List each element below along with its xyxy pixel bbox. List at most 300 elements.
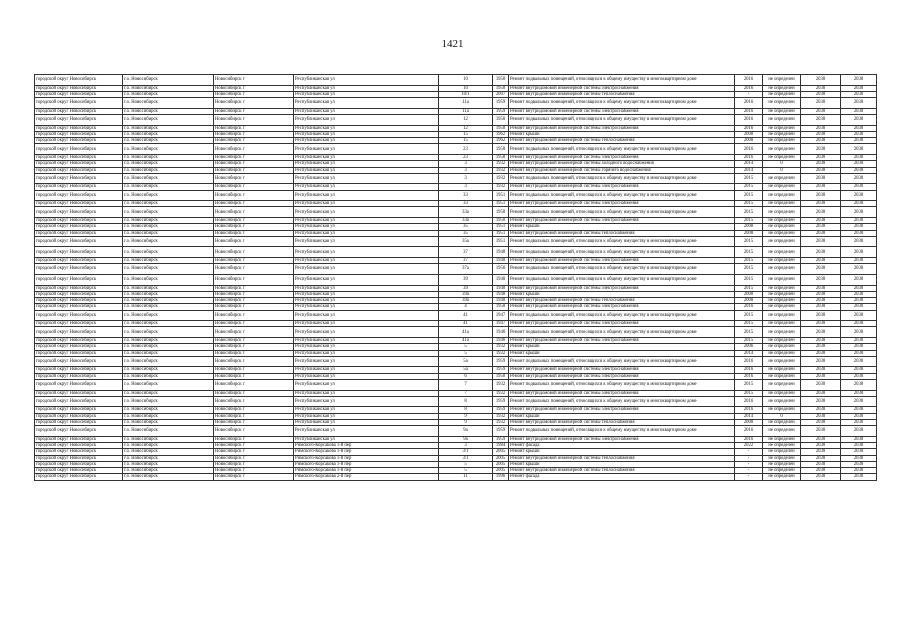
street-cell: Римского-Корсакова 1-й пер: [294, 468, 439, 474]
locality-cell: Новосибирск г: [214, 91, 294, 97]
street-cell: Республиканская ул: [294, 344, 439, 350]
settlement-cell: г.о. Новосибирск: [123, 338, 214, 344]
locality-cell: Новосибирск г: [214, 344, 294, 350]
planned-year-cell: -: [735, 91, 763, 97]
period-end-cell: 2038: [841, 173, 877, 184]
house-number-cell: 5а: [439, 367, 493, 373]
planned-year-cell: 2014: [735, 350, 763, 356]
locality-cell: Новосибирск г: [214, 258, 294, 264]
cost-cell: не определен: [763, 114, 801, 125]
capital-repair-register-table: [34, 74, 877, 481]
period-end-cell: 2038: [841, 419, 877, 425]
locality-cell: Новосибирск г: [214, 85, 294, 91]
locality-cell: Новосибирск г: [214, 264, 294, 275]
period-start-cell: 2038: [801, 379, 841, 390]
period-end-cell: 2038: [841, 201, 877, 207]
work-type-cell: Ремонт подвальных помещений, относящихся к общему имуществу в многоквартирном доме: [509, 396, 735, 407]
street-cell: Республиканская ул: [294, 138, 439, 144]
settlement-cell: г.о. Новосибирск: [123, 190, 214, 201]
planned-year-cell: 2015: [735, 258, 763, 264]
period-end-cell: 2038: [841, 298, 877, 304]
build-year-cell: 1958: [493, 373, 509, 379]
table-row: [35, 274, 877, 285]
cost-cell: не определен: [763, 338, 801, 344]
locality-cell: Новосибирск г: [214, 396, 294, 407]
planned-year-cell: 2015: [735, 274, 763, 285]
municipal-district-cell: городской округ Новосибирск: [35, 373, 123, 379]
locality-cell: Новосибирск г: [214, 474, 294, 480]
table-row: [35, 310, 877, 321]
cost-cell: не определен: [763, 356, 801, 367]
house-number-cell: 15: [439, 138, 493, 144]
period-start-cell: 2038: [801, 173, 841, 184]
settlement-cell: г.о. Новосибирск: [123, 218, 214, 224]
period-start-cell: 2038: [801, 338, 841, 344]
street-cell: Республиканская ул: [294, 356, 439, 367]
street-cell: Республиканская ул: [294, 390, 439, 396]
house-number-cell: 33: [439, 201, 493, 207]
planned-year-cell: 2015: [735, 321, 763, 327]
planned-year-cell: 2016: [735, 114, 763, 125]
municipal-district-cell: городской округ Новосибирск: [35, 207, 123, 218]
work-type-cell: Ремонт внутридомовой инженерной системы электроснабжения: [509, 218, 735, 224]
work-type-cell: Ремонт внутридомовой инженерной системы холодного водоснабжения: [509, 161, 735, 167]
locality-cell: Новосибирск г: [214, 184, 294, 190]
period-end-cell: 2038: [841, 367, 877, 373]
work-type-cell: Ремонт внутридомовой инженерной системы электроснабжения: [509, 407, 735, 413]
house-number-cell: 3: [439, 184, 493, 190]
cost-cell: не определен: [763, 379, 801, 390]
municipal-district-cell: городской округ Новосибирск: [35, 419, 123, 425]
period-end-cell: 2038: [841, 396, 877, 407]
period-start-cell: 2038: [801, 474, 841, 480]
settlement-cell: г.о. Новосибирск: [123, 224, 214, 230]
work-type-cell: Ремонт подвальных помещений, относящихся к общему имуществу в многоквартирном доме: [509, 327, 735, 338]
street-cell: Республиканская ул: [294, 75, 439, 86]
build-year-cell: 1948: [493, 291, 509, 297]
work-type-cell: Ремонт подвальных помещений, относящихся к общему имуществу в многоквартирном доме: [509, 190, 735, 201]
settlement-cell: г.о. Новосибирск: [123, 390, 214, 396]
settlement-cell: г.о. Новосибирск: [123, 443, 214, 449]
work-type-cell: Ремонт внутридомовой инженерной системы электроснабжения: [509, 367, 735, 373]
planned-year-cell: 2008: [735, 138, 763, 144]
locality-cell: Новосибирск г: [214, 274, 294, 285]
planned-year-cell: 2016: [735, 407, 763, 413]
house-number-cell: 37: [439, 247, 493, 258]
house-number-cell: 35а: [439, 236, 493, 247]
period-start-cell: 2038: [801, 304, 841, 310]
locality-cell: Новосибирск г: [214, 247, 294, 258]
table-row: [35, 396, 877, 407]
house-number-cell: 5: [439, 461, 493, 467]
build-year-cell: 1932: [493, 419, 509, 425]
municipal-district-cell: городской округ Новосибирск: [35, 236, 123, 247]
cost-cell: не определен: [763, 274, 801, 285]
period-start-cell: 2038: [801, 114, 841, 125]
build-year-cell: 1946: [493, 338, 509, 344]
period-end-cell: 2038: [841, 131, 877, 137]
municipal-district-cell: городской округ Новосибирск: [35, 154, 123, 160]
house-number-cell: 11а: [439, 108, 493, 114]
house-number-cell: 39а: [439, 291, 493, 297]
period-end-cell: 2038: [841, 184, 877, 190]
locality-cell: Новосибирск г: [214, 167, 294, 173]
settlement-cell: г.о. Новосибирск: [123, 474, 214, 480]
planned-year-cell: 2015: [735, 190, 763, 201]
table-row: [35, 190, 877, 201]
cost-cell: не определен: [763, 85, 801, 91]
street-cell: Республиканская ул: [294, 173, 439, 184]
house-number-cell: 3/1: [439, 455, 493, 461]
period-end-cell: 2038: [841, 247, 877, 258]
municipal-district-cell: городской округ Новосибирск: [35, 184, 123, 190]
settlement-cell: г.о. Новосибирск: [123, 436, 214, 442]
cost-cell: не определен: [763, 426, 801, 437]
work-type-cell: Ремонт внутридомовой инженерной системы электроснабжения: [509, 258, 735, 264]
work-type-cell: Ремонт внутридомовой инженерной системы теплоснабжения: [509, 230, 735, 236]
period-start-cell: 2038: [801, 327, 841, 338]
period-start-cell: 2038: [801, 85, 841, 91]
cost-cell: не определен: [763, 474, 801, 480]
street-cell: Республиканская ул: [294, 207, 439, 218]
cost-cell: не определен: [763, 443, 801, 449]
settlement-cell: г.о. Новосибирск: [123, 114, 214, 125]
settlement-cell: г.о. Новосибирск: [123, 285, 214, 291]
period-start-cell: 2038: [801, 373, 841, 379]
build-year-cell: 1932: [493, 184, 509, 190]
planned-year-cell: 2015: [735, 173, 763, 184]
street-cell: Римского-Корсакова 1-й пер: [294, 455, 439, 461]
period-end-cell: 2038: [841, 461, 877, 467]
work-type-cell: Ремонт подвальных помещений, относящихся к общему имуществу в многоквартирном доме: [509, 379, 735, 390]
build-year-cell: 1958: [493, 85, 509, 91]
cost-cell: не определен: [763, 131, 801, 137]
work-type-cell: Ремонт внутридомовой инженерной системы теплоснабжения: [509, 91, 735, 97]
build-year-cell: 1948: [493, 274, 509, 285]
build-year-cell: 1956: [493, 264, 509, 275]
build-year-cell: 1958: [493, 144, 509, 155]
planned-year-cell: 2015: [735, 379, 763, 390]
cost-cell: не определен: [763, 125, 801, 131]
cost-cell: не определен: [763, 108, 801, 114]
work-type-cell: Ремонт крыши: [509, 350, 735, 356]
house-number-cell: 12: [439, 125, 493, 131]
cost-cell: не определен: [763, 321, 801, 327]
street-cell: Римского-Корсакова 1-й пер: [294, 461, 439, 467]
cost-cell: не определен: [763, 436, 801, 442]
settlement-cell: г.о. Новосибирск: [123, 291, 214, 297]
street-cell: Республиканская ул: [294, 230, 439, 236]
municipal-district-cell: городской округ Новосибирск: [35, 201, 123, 207]
settlement-cell: г.о. Новосибирск: [123, 184, 214, 190]
house-number-cell: 3: [439, 443, 493, 449]
planned-year-cell: 2015: [735, 201, 763, 207]
period-start-cell: 2038: [801, 285, 841, 291]
cost-cell: не определен: [763, 310, 801, 321]
period-start-cell: 2038: [801, 449, 841, 455]
settlement-cell: г.о. Новосибирск: [123, 373, 214, 379]
municipal-district-cell: городской округ Новосибирск: [35, 247, 123, 258]
cost-cell: не определен: [763, 407, 801, 413]
locality-cell: Новосибирск г: [214, 98, 294, 109]
street-cell: Римского-Корсакова 2-й пер: [294, 474, 439, 480]
planned-year-cell: 2015: [735, 218, 763, 224]
work-type-cell: Ремонт подвальных помещений, относящихся к общему имуществу в многоквартирном доме: [509, 98, 735, 109]
planned-year-cell: 2015: [735, 207, 763, 218]
locality-cell: Новосибирск г: [214, 236, 294, 247]
period-start-cell: 2038: [801, 356, 841, 367]
cost-cell: не определен: [763, 461, 801, 467]
settlement-cell: г.о. Новосибирск: [123, 304, 214, 310]
build-year-cell: 1951: [493, 230, 509, 236]
period-start-cell: 2038: [801, 258, 841, 264]
period-end-cell: 2038: [841, 304, 877, 310]
build-year-cell: 1959: [493, 108, 509, 114]
cost-cell: не определен: [763, 138, 801, 144]
register-body: [35, 75, 877, 481]
settlement-cell: г.о. Новосибирск: [123, 125, 214, 131]
period-end-cell: 2038: [841, 436, 877, 442]
planned-year-cell: 2016: [735, 75, 763, 86]
municipal-district-cell: городской округ Новосибирск: [35, 190, 123, 201]
settlement-cell: г.о. Новосибирск: [123, 173, 214, 184]
cost-cell: не определен: [763, 236, 801, 247]
work-type-cell: Ремонт подвальных помещений, относящихся к общему имуществу в многоквартирном доме: [509, 356, 735, 367]
work-type-cell: Ремонт крыши: [509, 413, 735, 419]
work-type-cell: Ремонт подвальных помещений, относящихся к общему имуществу в многоквартирном доме: [509, 236, 735, 247]
build-year-cell: 1958: [493, 304, 509, 310]
build-year-cell: 1947: [493, 310, 509, 321]
locality-cell: Новосибирск г: [214, 224, 294, 230]
work-type-cell: Ремонт внутридомовой инженерной системы электроснабжения: [509, 285, 735, 291]
work-type-cell: Ремонт подвальных помещений, относящихся к общему имуществу в многоквартирном доме: [509, 310, 735, 321]
build-year-cell: 1959: [493, 98, 509, 109]
street-cell: Республиканская ул: [294, 350, 439, 356]
work-type-cell: Ремонт крыши: [509, 344, 735, 350]
period-end-cell: 2038: [841, 426, 877, 437]
table-row: [35, 144, 877, 155]
period-end-cell: 2038: [841, 154, 877, 160]
street-cell: Республиканская ул: [294, 131, 439, 137]
period-start-cell: 2038: [801, 236, 841, 247]
municipal-district-cell: городской округ Новосибирск: [35, 138, 123, 144]
planned-year-cell: -: [735, 461, 763, 467]
locality-cell: Новосибирск г: [214, 125, 294, 131]
table-row: [35, 114, 877, 125]
house-number-cell: 8: [439, 407, 493, 413]
municipal-district-cell: городской округ Новосибирск: [35, 75, 123, 86]
house-number-cell: 9а: [439, 436, 493, 442]
house-number-cell: 35: [439, 230, 493, 236]
work-type-cell: Ремонт внутридомовой инженерной системы горячего водоснабжения: [509, 167, 735, 173]
municipal-district-cell: городской округ Новосибирск: [35, 367, 123, 373]
build-year-cell: 1959: [493, 396, 509, 407]
build-year-cell: 2005: [493, 455, 509, 461]
municipal-district-cell: городской округ Новосибирск: [35, 338, 123, 344]
municipal-district-cell: городской округ Новосибирск: [35, 455, 123, 461]
street-cell: Республиканская ул: [294, 396, 439, 407]
build-year-cell: 1951: [493, 201, 509, 207]
period-end-cell: 2038: [841, 274, 877, 285]
period-end-cell: 2038: [841, 407, 877, 413]
cost-cell: не определен: [763, 390, 801, 396]
planned-year-cell: 2015: [735, 184, 763, 190]
municipal-district-cell: городской округ Новосибирск: [35, 161, 123, 167]
locality-cell: Новосибирск г: [214, 390, 294, 396]
period-end-cell: 2038: [841, 285, 877, 291]
build-year-cell: 1948: [493, 258, 509, 264]
period-start-cell: 2038: [801, 98, 841, 109]
cost-cell: не определен: [763, 201, 801, 207]
period-start-cell: 2038: [801, 390, 841, 396]
period-start-cell: 2038: [801, 298, 841, 304]
period-start-cell: 2038: [801, 108, 841, 114]
street-cell: Республиканская ул: [294, 264, 439, 275]
period-start-cell: 2038: [801, 443, 841, 449]
period-end-cell: 2038: [841, 350, 877, 356]
period-start-cell: 2038: [801, 367, 841, 373]
settlement-cell: г.о. Новосибирск: [123, 98, 214, 109]
municipal-district-cell: городской округ Новосибирск: [35, 167, 123, 173]
build-year-cell: 1948: [493, 285, 509, 291]
table-row: [35, 426, 877, 437]
work-type-cell: Ремонт внутридомовой инженерной системы электроснабжения: [509, 390, 735, 396]
locality-cell: Новосибирск г: [214, 373, 294, 379]
build-year-cell: 1932: [493, 390, 509, 396]
planned-year-cell: -: [735, 449, 763, 455]
municipal-district-cell: городской округ Новосибирск: [35, 144, 123, 155]
build-year-cell: 1932: [493, 161, 509, 167]
planned-year-cell: 2016: [735, 98, 763, 109]
build-year-cell: 1958: [493, 75, 509, 86]
period-end-cell: 2038: [841, 258, 877, 264]
table-row: [35, 75, 877, 86]
locality-cell: Новосибирск г: [214, 285, 294, 291]
locality-cell: Новосибирск г: [214, 321, 294, 327]
street-cell: Республиканская ул: [294, 218, 439, 224]
municipal-district-cell: городской округ Новосибирск: [35, 396, 123, 407]
planned-year-cell: 2022: [735, 443, 763, 449]
period-start-cell: 2038: [801, 247, 841, 258]
house-number-cell: 41а: [439, 327, 493, 338]
municipal-district-cell: городской округ Новосибирск: [35, 291, 123, 297]
period-end-cell: 2038: [841, 455, 877, 461]
municipal-district-cell: городской округ Новосибирск: [35, 461, 123, 467]
house-number-cell: 39а: [439, 298, 493, 304]
period-start-cell: 2038: [801, 455, 841, 461]
work-type-cell: Ремонт подвальных помещений, относящихся к общему имуществу в многоквартирном доме: [509, 264, 735, 275]
work-type-cell: Ремонт внутридомовой инженерной системы электроснабжения: [509, 154, 735, 160]
period-end-cell: 2038: [841, 443, 877, 449]
cost-cell: не определен: [763, 218, 801, 224]
cost-cell: не определен: [763, 75, 801, 86]
house-number-cell: 4: [439, 304, 493, 310]
street-cell: Республиканская ул: [294, 85, 439, 91]
period-end-cell: 2038: [841, 373, 877, 379]
period-end-cell: 2038: [841, 218, 877, 224]
settlement-cell: г.о. Новосибирск: [123, 321, 214, 327]
work-type-cell: Ремонт крыши: [509, 224, 735, 230]
house-number-cell: 5а: [439, 356, 493, 367]
street-cell: Республиканская ул: [294, 274, 439, 285]
settlement-cell: г.о. Новосибирск: [123, 407, 214, 413]
municipal-district-cell: городской округ Новосибирск: [35, 258, 123, 264]
street-cell: Республиканская ул: [294, 224, 439, 230]
locality-cell: Новосибирск г: [214, 310, 294, 321]
house-number-cell: 3/1: [439, 449, 493, 455]
build-year-cell: 1959: [493, 367, 509, 373]
house-number-cell: 39: [439, 274, 493, 285]
locality-cell: Новосибирск г: [214, 419, 294, 425]
work-type-cell: Ремонт подвальных помещений, относящихся к общему имуществу в многоквартирном доме: [509, 144, 735, 155]
municipal-district-cell: городской округ Новосибирск: [35, 131, 123, 137]
settlement-cell: г.о. Новосибирск: [123, 201, 214, 207]
planned-year-cell: 2016: [735, 436, 763, 442]
build-year-cell: 1958: [493, 125, 509, 131]
street-cell: Республиканская ул: [294, 436, 439, 442]
house-number-cell: 11: [439, 474, 493, 480]
planned-year-cell: 2016: [735, 304, 763, 310]
table-row: [35, 356, 877, 367]
build-year-cell: 1950: [493, 207, 509, 218]
municipal-district-cell: городской округ Новосибирск: [35, 344, 123, 350]
planned-year-cell: 2006: [735, 344, 763, 350]
build-year-cell: 1951: [493, 224, 509, 230]
period-start-cell: 2038: [801, 230, 841, 236]
locality-cell: Новосибирск г: [214, 154, 294, 160]
locality-cell: Новосибирск г: [214, 455, 294, 461]
street-cell: Республиканская ул: [294, 144, 439, 155]
period-end-cell: 2038: [841, 230, 877, 236]
build-year-cell: 1932: [493, 379, 509, 390]
planned-year-cell: 2015: [735, 285, 763, 291]
municipal-district-cell: городской округ Новосибирск: [35, 407, 123, 413]
house-number-cell: 39: [439, 285, 493, 291]
period-start-cell: 2038: [801, 264, 841, 275]
settlement-cell: г.о. Новосибирск: [123, 298, 214, 304]
house-number-cell: 23: [439, 144, 493, 155]
street-cell: Республиканская ул: [294, 327, 439, 338]
house-number-cell: 37а: [439, 264, 493, 275]
municipal-district-cell: городской округ Новосибирск: [35, 379, 123, 390]
cost-cell: не определен: [763, 98, 801, 109]
locality-cell: Новосибирск г: [214, 201, 294, 207]
locality-cell: Новосибирск г: [214, 436, 294, 442]
build-year-cell: 1948: [493, 247, 509, 258]
cost-cell: не определен: [763, 184, 801, 190]
build-year-cell: 1958: [493, 114, 509, 125]
house-number-cell: 37: [439, 258, 493, 264]
period-end-cell: 2038: [841, 114, 877, 125]
table-row: [35, 379, 877, 390]
settlement-cell: г.о. Новосибирск: [123, 236, 214, 247]
locality-cell: Новосибирск г: [214, 413, 294, 419]
locality-cell: Новосибирск г: [214, 190, 294, 201]
street-cell: Республиканская ул: [294, 407, 439, 413]
period-end-cell: 2038: [841, 338, 877, 344]
settlement-cell: г.о. Новосибирск: [123, 85, 214, 91]
cost-cell: не определен: [763, 264, 801, 275]
period-end-cell: 2038: [841, 344, 877, 350]
planned-year-cell: -: [735, 455, 763, 461]
period-start-cell: 2038: [801, 407, 841, 413]
table-row: [35, 327, 877, 338]
planned-year-cell: 2014: [735, 167, 763, 173]
municipal-district-cell: городской округ Новосибирск: [35, 98, 123, 109]
period-start-cell: 2038: [801, 131, 841, 137]
cost-cell: не определен: [763, 455, 801, 461]
house-number-cell: 11а: [439, 98, 493, 109]
